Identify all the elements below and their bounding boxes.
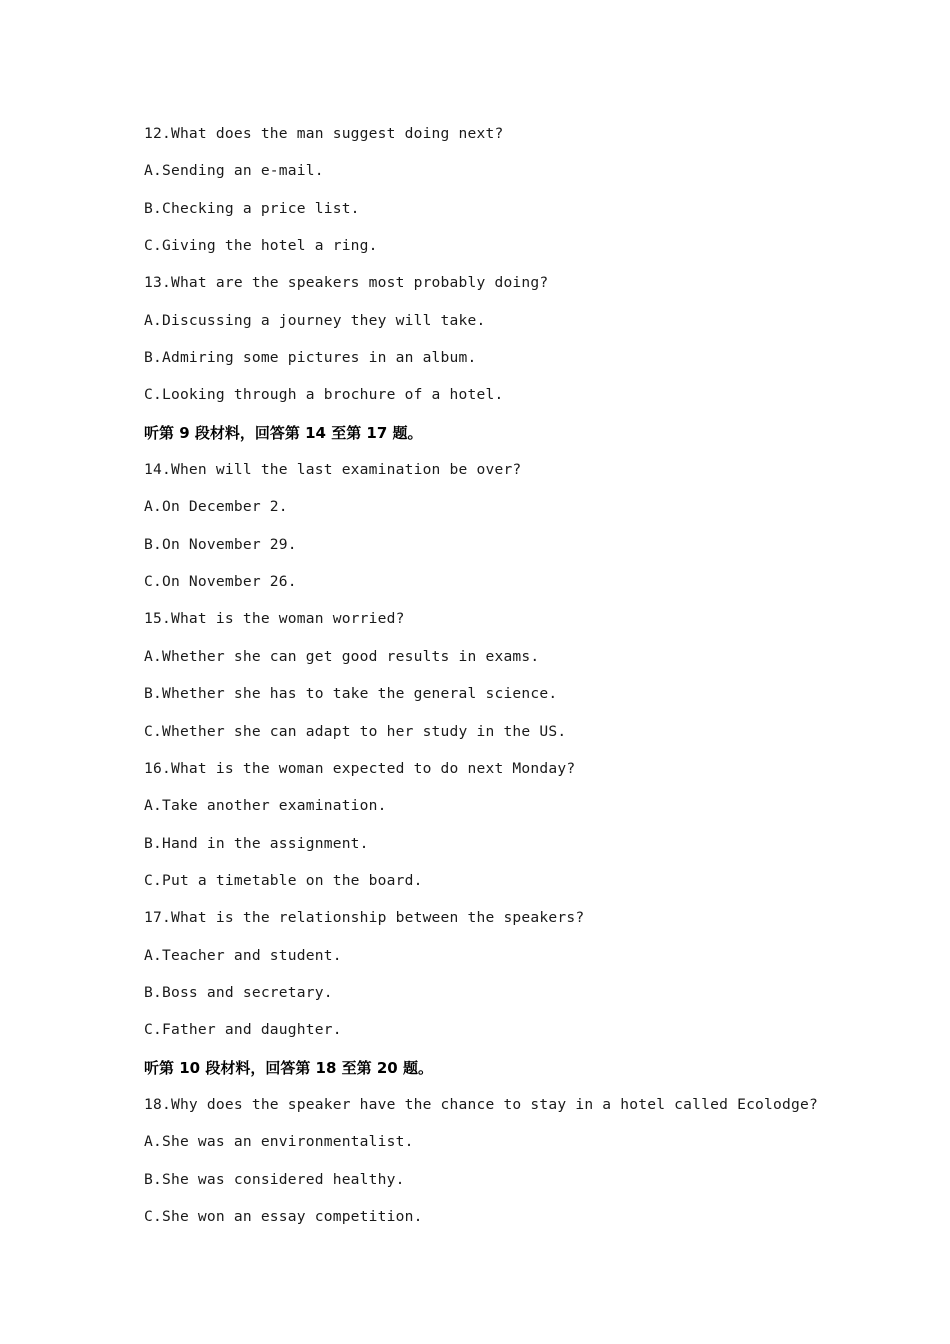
answer-option: C.Looking through a brochure of a hotel. — [144, 386, 504, 404]
question-text: 18.Why does the speaker have the chance to stay in a hotel called Ecolodge? — [144, 1095, 818, 1113]
answer-option: B.Hand in the assignment. — [144, 834, 369, 852]
answer-option: A.Whether she can get good results in exams. — [144, 647, 540, 665]
answer-option: C.Father and daughter. — [144, 1021, 342, 1039]
question-text: 16.What is the woman expected to do next Monday? — [144, 759, 576, 777]
question-text: 13.What are the speakers most probably doing? — [144, 274, 549, 292]
question-text: 15.What is the woman worried? — [144, 610, 405, 628]
section-heading: 听第 10 段材料，回答第 18 至第 20 题。 — [144, 1058, 433, 1077]
answer-option: A.She was an environmentalist. — [144, 1133, 414, 1151]
answer-option: B.Whether she has to take the general science. — [144, 685, 558, 703]
question-text: 12.What does the man suggest doing next? — [144, 125, 504, 142]
answer-option: A.Teacher and student. — [144, 946, 342, 964]
answer-option: C.Put a timetable on the board. — [144, 871, 423, 889]
answer-option: B.Boss and secretary. — [144, 983, 333, 1001]
answer-option: A.Take another examination. — [144, 797, 387, 815]
answer-option: C.She won an essay competition. — [144, 1207, 423, 1225]
document-body — [144, 122, 844, 1242]
answer-option: C.Whether she can adapt to her study in the US. — [144, 722, 567, 740]
answer-option: A.Discussing a journey they will take. — [144, 311, 486, 329]
section-heading: 听第 9 段材料，回答第 14 至第 17 题。 — [144, 423, 423, 442]
answer-option: A.On December 2. — [144, 498, 288, 516]
answer-option: A.Sending an e-mail. — [144, 162, 324, 180]
answer-option: B.Admiring some pictures in an album. — [144, 349, 477, 367]
answer-option: B.On November 29. — [144, 535, 297, 553]
answer-option: C.On November 26. — [144, 573, 297, 591]
answer-option: B.She was considered healthy. — [144, 1170, 405, 1188]
answer-option: C.Giving the hotel a ring. — [144, 237, 378, 255]
question-text: 17.What is the relationship between the speakers? — [144, 909, 585, 927]
answer-option: B.Checking a price list. — [144, 199, 360, 217]
question-text: 14.When will the last examination be over? — [144, 461, 522, 479]
